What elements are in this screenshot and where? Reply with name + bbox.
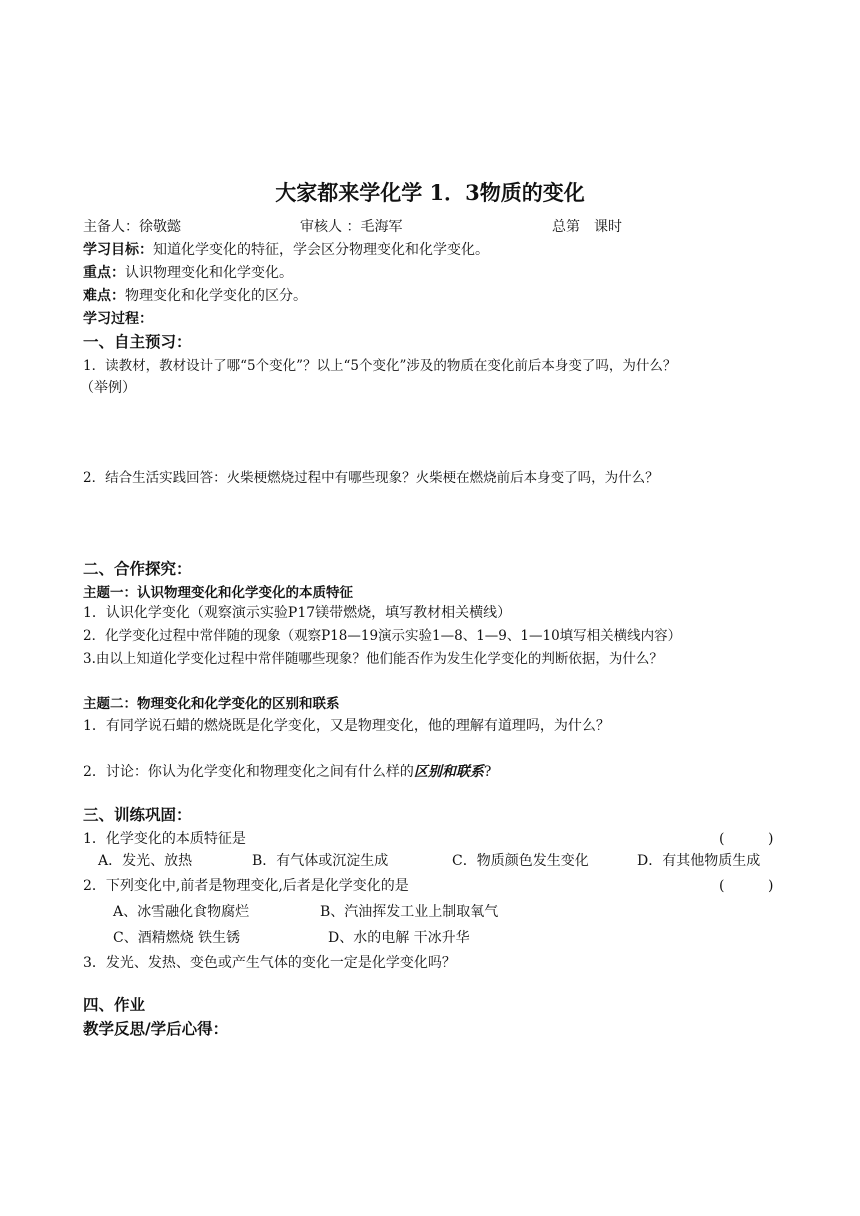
goal-text: 知道化学变化的特征，学会区分物理变化和化学变化。	[153, 242, 489, 258]
key-point-line	[83, 265, 293, 282]
section1-heading: 一、自主预习：	[83, 332, 192, 351]
t2-question-2-prefix: 2．讨论：你认为化学变化和物理变化之间有什么样的	[83, 764, 414, 780]
t2-question-2-suffix: ?	[483, 764, 492, 780]
answer-paren-open-1: (	[719, 831, 725, 847]
s1-question-1: 1．读教材，教材设计了哪“5个变化”？以上“5个变化”涉及的物质在变化前后本身变了吗，为什么？	[83, 358, 677, 374]
topic2-heading: 主题二：物理变化和化学变化的区别和联系	[83, 696, 340, 712]
q1-option-d: D．有其他物质生成	[637, 853, 761, 869]
answer-paren-close-1: )	[768, 831, 774, 847]
difficulty-label: 难点：	[83, 288, 125, 304]
reflection-label: 教学反思/学后心得：	[83, 1019, 229, 1038]
q1-option-b: B．有气体或沉淀生成	[252, 853, 389, 869]
q1-option-a: A．发光、放热	[98, 853, 193, 869]
document-title: 大家都来学化学 1．3物质的变化	[275, 180, 585, 205]
q2-option-c: C、酒精燃烧 铁生锈	[113, 930, 241, 946]
q2-option-a: A、冰雪融化食物腐烂	[113, 904, 250, 920]
t2-question-2-emphasis: 区别和联系	[413, 764, 484, 780]
s1-question-2: 2．结合生活实践回答：火柴梗燃烧过程中有哪些现象？火柴梗在燃烧前后本身变了吗，为什么？	[83, 470, 659, 486]
q1-option-c: C．物质颜色发生变化	[452, 853, 589, 869]
preparer: 主备人：徐敬懿	[83, 219, 181, 235]
q2-option-d: D、水的电解 干冰升华	[328, 930, 470, 946]
difficulty-line	[83, 288, 307, 305]
t1-question-3: 3.由以上知道化学变化过程中常伴随哪些现象？他们能否作为发生化学变化的判断依据，为什么？	[83, 651, 663, 667]
topic1-heading: 主题一：认识物理变化和化学变化的本质特征	[83, 585, 353, 601]
section3-heading: 三、训练巩固：	[83, 805, 192, 824]
answer-paren-close-2: )	[768, 878, 774, 894]
difficulty-text: 物理变化和化学变化的区分。	[125, 288, 307, 304]
key-label: 重点：	[83, 265, 125, 281]
answer-paren-open-2: (	[719, 878, 725, 894]
s3-question-2: 2．下列变化中,前者是物理变化,后者是化学变化的是	[83, 878, 409, 894]
reviewer: 审核人 ：毛海军	[300, 219, 403, 235]
s3-question-1: 1．化学变化的本质特征是	[83, 831, 246, 847]
q2-option-b: B、汽油挥发工业上制取氧气	[320, 904, 499, 920]
section2-heading: 二、合作探究：	[83, 559, 192, 578]
section4-heading: 四、作业	[83, 995, 146, 1014]
t1-question-1: 1．认识化学变化（观察演示实验P17镁带燃烧，填写教材相关横线）	[83, 605, 512, 621]
s1-question-1-cont: （举例）	[80, 380, 136, 396]
s3-question-3: 3．发光、发热、变色或产生气体的变化一定是化学变化吗？	[83, 955, 456, 971]
lesson-count: 总第 课时	[552, 219, 622, 235]
process-label: 学习过程：	[83, 311, 153, 327]
t2-question-1: 1．有同学说石蜡的燃烧既是化学变化，又是物理变化，他的理解有道理吗，为什么？	[83, 718, 610, 734]
goal-label: 学习目标：	[83, 242, 153, 258]
t2-question-2	[83, 764, 491, 781]
t1-question-2: 2．化学变化过程中常伴随的现象（观察P18—19演示实验1—8、1—9、1—10填写相关横线内容）	[83, 628, 682, 644]
key-text: 认识物理变化和化学变化。	[125, 265, 293, 281]
goal-line	[83, 242, 489, 259]
